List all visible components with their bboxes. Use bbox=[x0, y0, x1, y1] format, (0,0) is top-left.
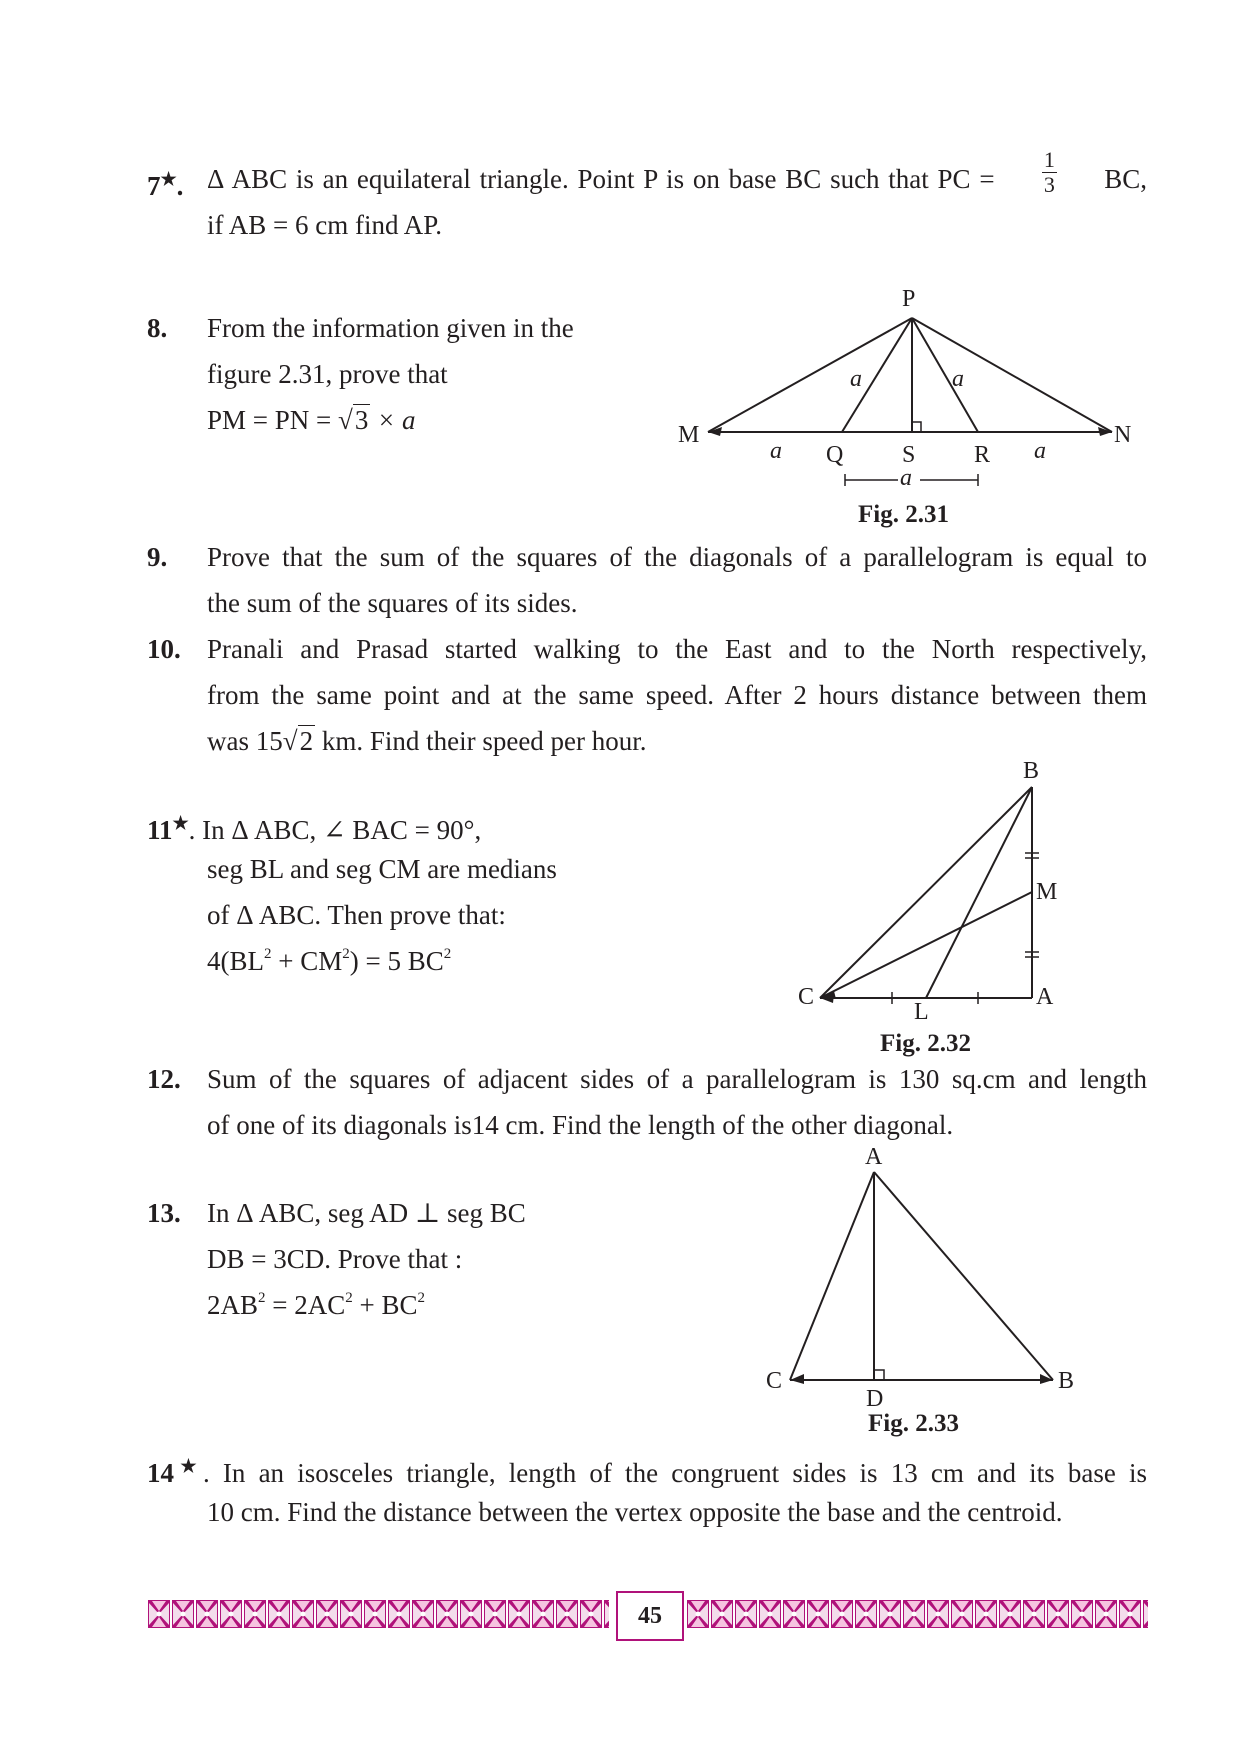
q10-sqrt: √2 bbox=[282, 726, 314, 756]
label-c: C bbox=[766, 1368, 783, 1394]
label-a-pr: a bbox=[952, 366, 964, 392]
label-a-qr: a bbox=[900, 465, 912, 491]
label-a-mq: a bbox=[770, 438, 782, 464]
q14-line2: 10 cm. Find the distance between the vertex opposite the base and the centroid. bbox=[207, 1497, 1063, 1527]
side-ab bbox=[874, 1172, 1053, 1380]
q8-number: 8. bbox=[147, 313, 168, 343]
q14-line1: 14★. In an isosceles triangle, length of the congruent sides is 13 cm and its base is bbox=[147, 1456, 1148, 1488]
q12-number: 12. bbox=[147, 1064, 181, 1094]
q13-line1: In Δ ABC, seg AD ⊥ seg BC bbox=[207, 1198, 526, 1228]
q13-line2: DB = 3CD. Prove that : bbox=[207, 1244, 463, 1274]
q8-sqrt: √3 bbox=[338, 405, 369, 435]
label-m: M bbox=[1036, 879, 1058, 905]
label-a: A bbox=[1036, 984, 1054, 1010]
label-m: M bbox=[678, 422, 700, 448]
footer-ornament-left bbox=[147, 1597, 609, 1631]
label-n: N bbox=[1114, 422, 1132, 448]
q11-line2: seg BL and seg CM are medians bbox=[207, 854, 557, 884]
label-b: B bbox=[1058, 1368, 1075, 1394]
q10-line3: was 15√2 km. Find their speed per hour. bbox=[207, 718, 647, 764]
q9-number: 9. bbox=[147, 542, 168, 572]
fig-2-33-caption: Fig. 2.33 bbox=[868, 1410, 959, 1437]
fig-2-32-caption: Fig. 2.32 bbox=[880, 1030, 971, 1057]
q9-line2: the sum of the squares of its sides. bbox=[207, 588, 578, 618]
page-number: 45 bbox=[616, 1591, 684, 1641]
q13-line3: $2AB^2 = 2AC^2 + BC^2$ bbox=[207, 1290, 425, 1320]
q7-number: 7★. bbox=[147, 169, 184, 201]
label-a: A bbox=[865, 1144, 883, 1170]
label-b: B bbox=[1023, 758, 1040, 784]
q7-line2: if AB = 6 cm find AP. bbox=[207, 210, 442, 240]
label-p: P bbox=[902, 286, 916, 312]
label-l: L bbox=[914, 999, 929, 1025]
label-s: S bbox=[902, 442, 916, 468]
q7-fraction: $\frac{1}{3}$ bbox=[1043, 147, 1055, 197]
q8-line3: PM = PN = √3 × a bbox=[207, 397, 416, 443]
footer-ornament-right bbox=[686, 1597, 1148, 1631]
q11-line1: 11★. In Δ ABC, ∠ BAC = 90°, bbox=[147, 813, 482, 845]
q12-line1: Sum of the squares of adjacent sides of a parallelogram is 130 sq.cm and length bbox=[207, 1064, 1147, 1094]
q13-number: 13. bbox=[147, 1198, 181, 1228]
right-angle-mark bbox=[874, 1370, 884, 1380]
q10-line1: Pranali and Prasad started walking to the East and to the North respectively, bbox=[207, 634, 1147, 664]
label-r: R bbox=[974, 442, 991, 468]
q8-line2: figure 2.31, prove that bbox=[207, 359, 448, 389]
q8-line1: From the information given in the bbox=[207, 313, 574, 343]
label-d: D bbox=[866, 1386, 884, 1412]
q10-line2: from the same point and at the same speed. After 2 hours distance between them bbox=[207, 680, 1147, 710]
q7-line1: Δ ABC is an equilateral triangle. Point P is on base BC such that PC = $\frac{1}{3}$ BC, bbox=[207, 156, 1147, 202]
side-ac bbox=[790, 1172, 874, 1380]
label-a-pq: a bbox=[850, 366, 862, 392]
fig-2-31-caption: Fig. 2.31 bbox=[858, 501, 949, 528]
q9-line1: Prove that the sum of the squares of the diagonals of a parallelogram is equal to bbox=[207, 542, 1147, 572]
label-a-rn: a bbox=[1034, 438, 1046, 464]
q10-number: 10. bbox=[147, 634, 181, 664]
label-q: Q bbox=[826, 442, 844, 468]
q11-line3: of Δ ABC. Then prove that: bbox=[207, 900, 506, 930]
label-c: C bbox=[798, 984, 815, 1010]
q11-line4: $4(BL^2 + CM^2) = 5$ $BC^2$ bbox=[207, 946, 452, 976]
q12-line2: of one of its diagonals is14 cm. Find the length of the other diagonal. bbox=[207, 1110, 954, 1140]
